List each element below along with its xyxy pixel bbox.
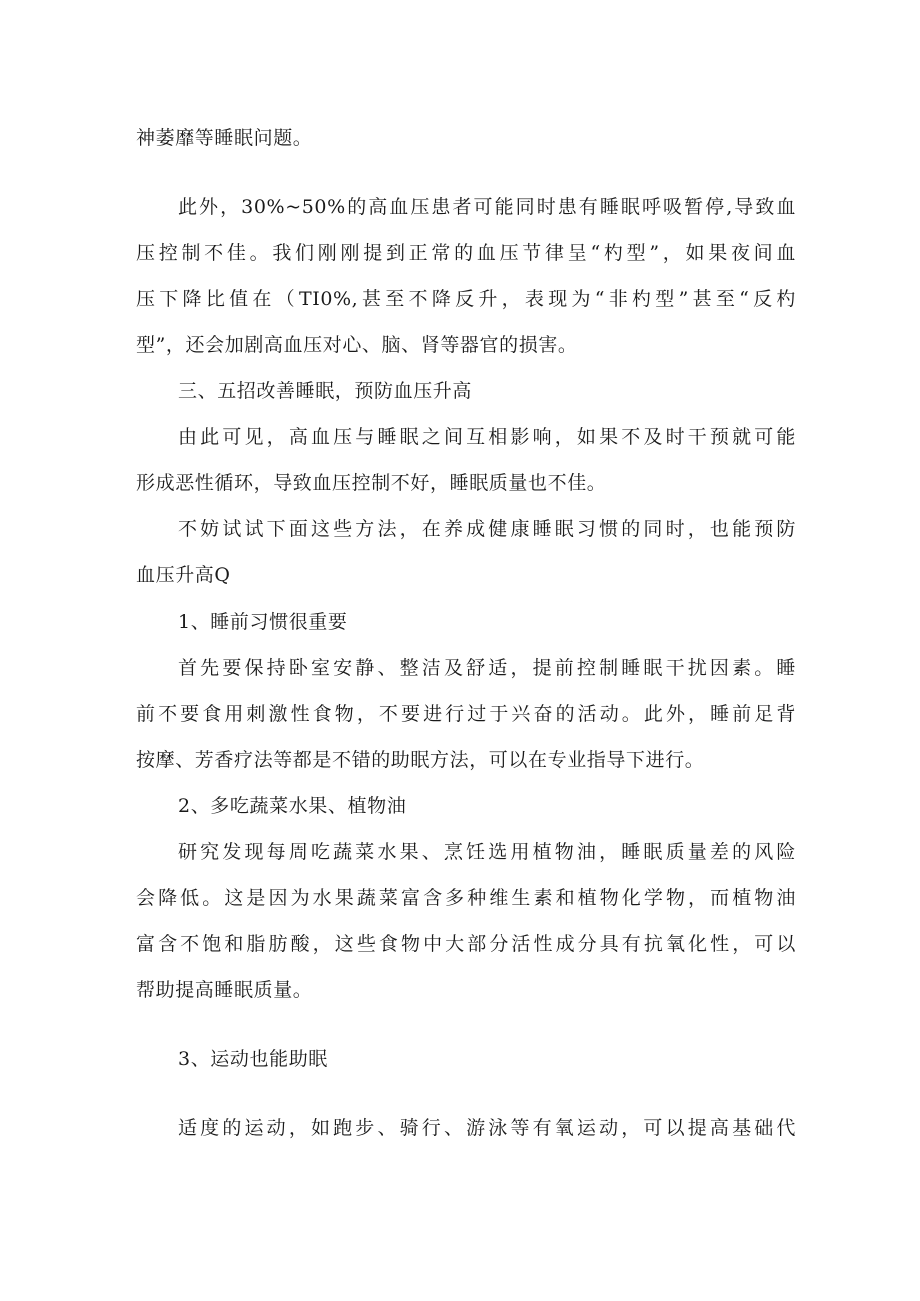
text-line: 帮助提高睡眠质量。: [136, 979, 313, 1001]
subheading: 2、多吃蔬菜水果、植物油: [178, 795, 407, 817]
text-line: 形成恶性循环，导致血压控制不好，睡眠质量也不佳。: [136, 472, 607, 494]
text-line: 前不要食用刺激性食物，不要进行过于兴奋的活动。此外，睡前足背: [136, 703, 796, 725]
text-line: 会降低。这是因为水果蔬菜富含多种维生素和植物化学物，而植物油: [136, 887, 796, 909]
text-line: 神萎靡等睡眠问题。: [136, 127, 313, 149]
subheading: 3、运动也能助眠: [178, 1048, 328, 1070]
section-heading: 三、五招改善睡眠，预防血压升高: [178, 380, 473, 402]
text-line: 血压升高Q: [136, 564, 231, 586]
text-line: 此外，30%~50%的高血压患者可能同时患有睡眠呼吸暂停,导致血: [178, 196, 796, 218]
text-line: 富含不饱和脂肪酸，这些食物中大部分活性成分具有抗氧化性，可以: [136, 933, 796, 955]
text-line: 压下降比值在（TI0%,甚至不降反升，表现为“非杓型”甚至“反杓: [136, 288, 796, 310]
text-line: 型”，还会加剧高血压对心、脑、肾等器官的损害。: [136, 334, 578, 356]
text-line: 按摩、芳香疗法等都是不错的助眠方法，可以在专业指导下进行。: [136, 749, 705, 771]
text-line: 适度的运动，如跑步、骑行、游泳等有氧运动，可以提高基础代: [178, 1117, 796, 1139]
text-line: 不妨试试下面这些方法，在养成健康睡眠习惯的同时，也能预防: [178, 518, 796, 540]
text-line: 由此可见，高血压与睡眠之间互相影响，如果不及时干预就可能: [178, 426, 796, 448]
text-line: 研究发现每周吃蔬菜水果、烹饪选用植物油，睡眠质量差的风险: [178, 841, 796, 863]
subheading: 1、睡前习惯很重要: [178, 611, 348, 633]
text-line: 压控制不佳。我们刚刚提到正常的血压节律呈“杓型”，如果夜间血: [136, 242, 796, 264]
text-line: 首先要保持卧室安静、整洁及舒适，提前控制睡眠干扰因素。睡: [178, 657, 796, 679]
